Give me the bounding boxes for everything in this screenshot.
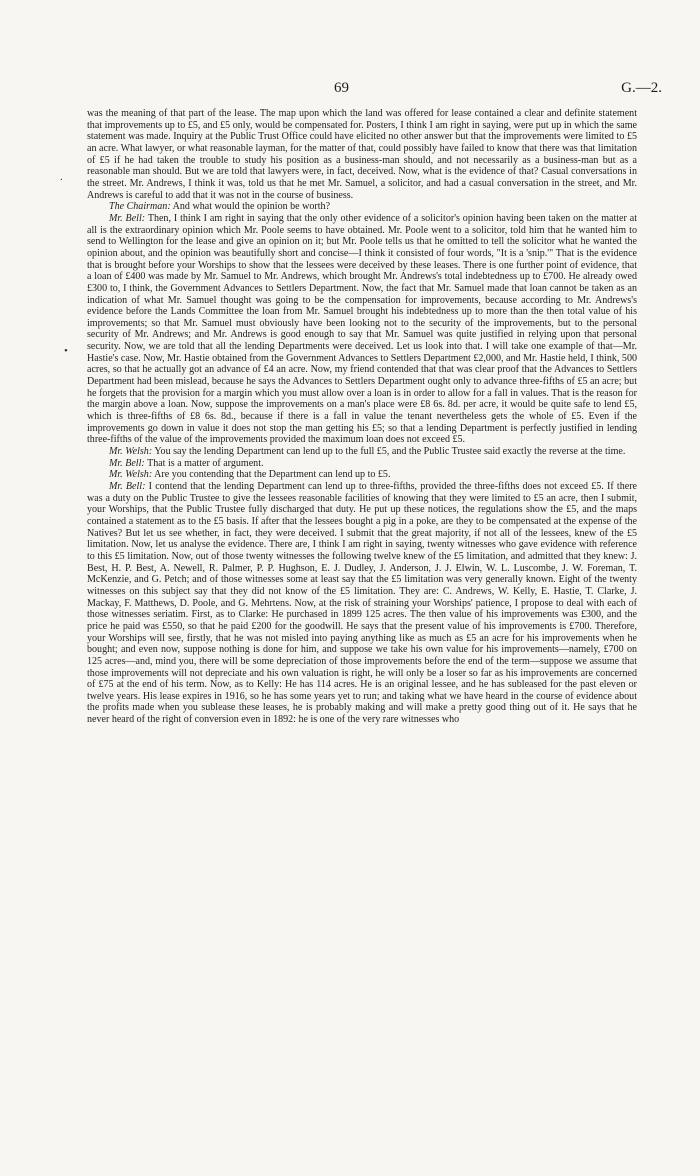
paragraph [87, 469, 637, 481]
paragraph-text: I contend that the lending Department can lend up to three-fifths, provided the three-fifths does not exceed £5. If there was a duty on the Public Trustee to give the lessees reasonable facilities of knowing that they were limited to £5 an acre, then I submit, your Worships, that the Public Trustee fully discharged that duty. He put up these notices, the regulations show the £5, and the maps contained a statement as to the £5 basis. If after that the lessees bought a pig in a poke, are they to be compensated at the expense of the Natives? But let us see whether, in fact, they were deceived. I submit that the great majority, if not all of the lessees, knew of the £5 limitation. Now, let us analyse the evidence. There are, I think I am right in saying, twenty witnesses who gave evidence with reference to this £5 limitation. Now, out of those twenty witnesses the following twelve knew of the £5 limitation, and admitted that they knew: J. Best, H. P. Best, A. Newell, R. Palmer, P. P. Hughson, E. J. Dudley, J. Anderson, J. J. Elwin, W. L. Luscombe, J. W. Foreman, T. McKenzie, and G. Petch; and of those witnesses some at least say that the £5 limitation was very generally known. Eight of the twenty witnesses on this subject say that they did not know of the £5 limitation. They are: C. Andrews, W. Kelly, E. Hastie, T. Clarke, J. Mackay, F. Matthews, D. Poole, and G. Mehrtens. Now, at the risk of straining your Worships' patience, I propose to deal with each of those witnesses seriatim. First, as to Clarke: He purchased in 1899 125 acres. The then value of his improvements was £300, and the price he paid was £550, so that he paid £200 for the goodwill. He says that the present value of his improvements is £700. Therefore, your Worships will see, firstly, that he was not misled into paying anything like as much as £5 an acre for his improvements when he bought; and even now, suppose nothing is done for him, and suppose we take his own value for his improvements—namely, £700 on 125 acres—and, mind you, there will be some depreciation of those improvements before the end of the term—suppose we assume that those improvements will not depreciate and his own valuation is right, he will only be a loser so far as his improvements are concerned of £75 at the end of his term. Now, as to Kelly: He has 114 acres. He is an original lessee, and he has subleased for the past eleven or twelve years. His lease expires in 1916, so he has some years yet to run; and taking what we have heard in the course of evidence about the profits made when you sublease these leases, he is probably making and will make a pretty good thing out of it. He says that he never heard of the right of conversion even in 1892: he is one of the very rare witnesses who [87, 481, 638, 726]
speaker-label: Mr. Bell: [109, 457, 145, 469]
margin-mark: . [60, 171, 63, 183]
speaker-label: Mr. Bell: [109, 481, 146, 492]
document-reference: G.—2. [621, 80, 662, 96]
paragraph [87, 481, 637, 726]
paragraph [87, 458, 637, 470]
paragraph [87, 213, 637, 446]
speaker-label: Mr. Welsh: [109, 469, 153, 481]
paragraph-text: Are you contending that the Department can lend up to £5. [154, 469, 391, 481]
paragraph [87, 201, 637, 213]
paragraph-text: You say the lending Department can lend up to the full £5, and the Public Trustee said exactly the reverse at the time. [154, 446, 626, 458]
margin-mark: • [64, 345, 68, 357]
page-header [0, 80, 700, 102]
speaker-label: Mr. Welsh: [109, 446, 153, 458]
speaker-label: Mr. Bell: [109, 212, 146, 224]
speaker-label: The Chairman: [109, 201, 171, 213]
paragraph [87, 108, 637, 201]
page-number: 69 [334, 80, 349, 96]
body-text [87, 108, 637, 726]
paragraph-text: That is a matter of argument. [147, 457, 264, 469]
paragraph [87, 446, 637, 458]
paragraph-text: And what would the opinion be worth? [172, 201, 331, 213]
paragraph-text: Then, I think I am right in saying that the only other evidence of a solicitor's opinion having been taken on the matter at all is the extraordinary opinion which Mr. Poole seems to have obtained. Mr. Poole went to a solicitor, told him that he wanted him to send to Wellington for the lease and give an opinion on it; but Mr. Poole tells us that he omitted to tell the solicitor what he wanted the opinion about, and the opinion was beautifully short and concise—I think it consisted of four words, "It is a 'snip.'" That is the evidence that is brought before your Worships to show that the lessees were deceived by these leases. There is one further point of evidence, that a loan of £400 was made by Mr. Samuel to Mr. Andrews, which brought Mr. Andrews's total indebtedness up to £700. He already owed £300 to, I think, the Government Advances to Settlers Department. Now, the fact that Mr. Samuel made that loan cannot be taken as an indication of what Mr. Samuel thought was going to be the compensation for improvements, because according to Mr. Andrews's evidence before the Lands Committee the loan from Mr. Samuel brought his indebtedness up to more than the then total value of his improvements; so that Mr. Samuel must obviously have been looking not to the security of the improvements, but to the personal security of Mr. Andrews; and Mr. Andrews is good enough to say that Mr. Samuel was quite justified in relying upon that personal security. Now, we are told that all the lending Departments were deceived. Let us look into that. I will take one example of that—Mr. Hastie's case. Now, Mr. Hastie obtained from the Government Advances to Settlers Department £2,000, and Mr. Hastie held, I think, 500 acres, so that he actually got an advance of £4 an acre. Now, my friend contended that that was clear proof that the Advances to Settlers Department had been mislead, because he says the Advances to Settlers Department ought only to advance three-fifths of £5 an acre; but he forgets that the provision for a margin which you must allow over a loan is in order to allow for a fall in values. That is the reason for the margin above a loan. Now, suppose the improvements on a man's place were £8 6s. 8d. per acre, it would be quite safe to lend £5, which is three-fifths of £8 6s. 8d., because if there is a fall in value the tenant nevertheless gets the whole of £5. Even if the improvements go down in value it does not stop the man getting his £5; so that a lending Department is perfectly justified in lending three-fifths of the value of the improvements provided the maximum loan does not exceed £5. [87, 212, 637, 446]
paragraph-text: was the meaning of that part of the lease. The map upon which the land was offered for lease contained a clear and definite statement that improvements up to £5, and £5 only, would be compensated for. Posters, I think I am right in saying, were put up in which the same statement was made. Inquiry at the Public Trust Office could have elicited no other answer but that the improvements were limited to £5 an acre. What lawyer, or what reasonable layman, for the matter of that, could possibly have failed to know that there was that limitation of £5 if he had taken the trouble to study his position as a business-man should, and not necessarily as a business-man but as a reasonable man should. But we are told that lawyers were, in fact, deceived. Now, what is the evidence of that? Casual conversations in the street. Mr. Andrews, I think it was, told us that he met Mr. Samuel, a solicitor, and had a casual conversation in the street, and Mr. Andrews is careful to add that it was not in the course of business. [87, 108, 637, 201]
